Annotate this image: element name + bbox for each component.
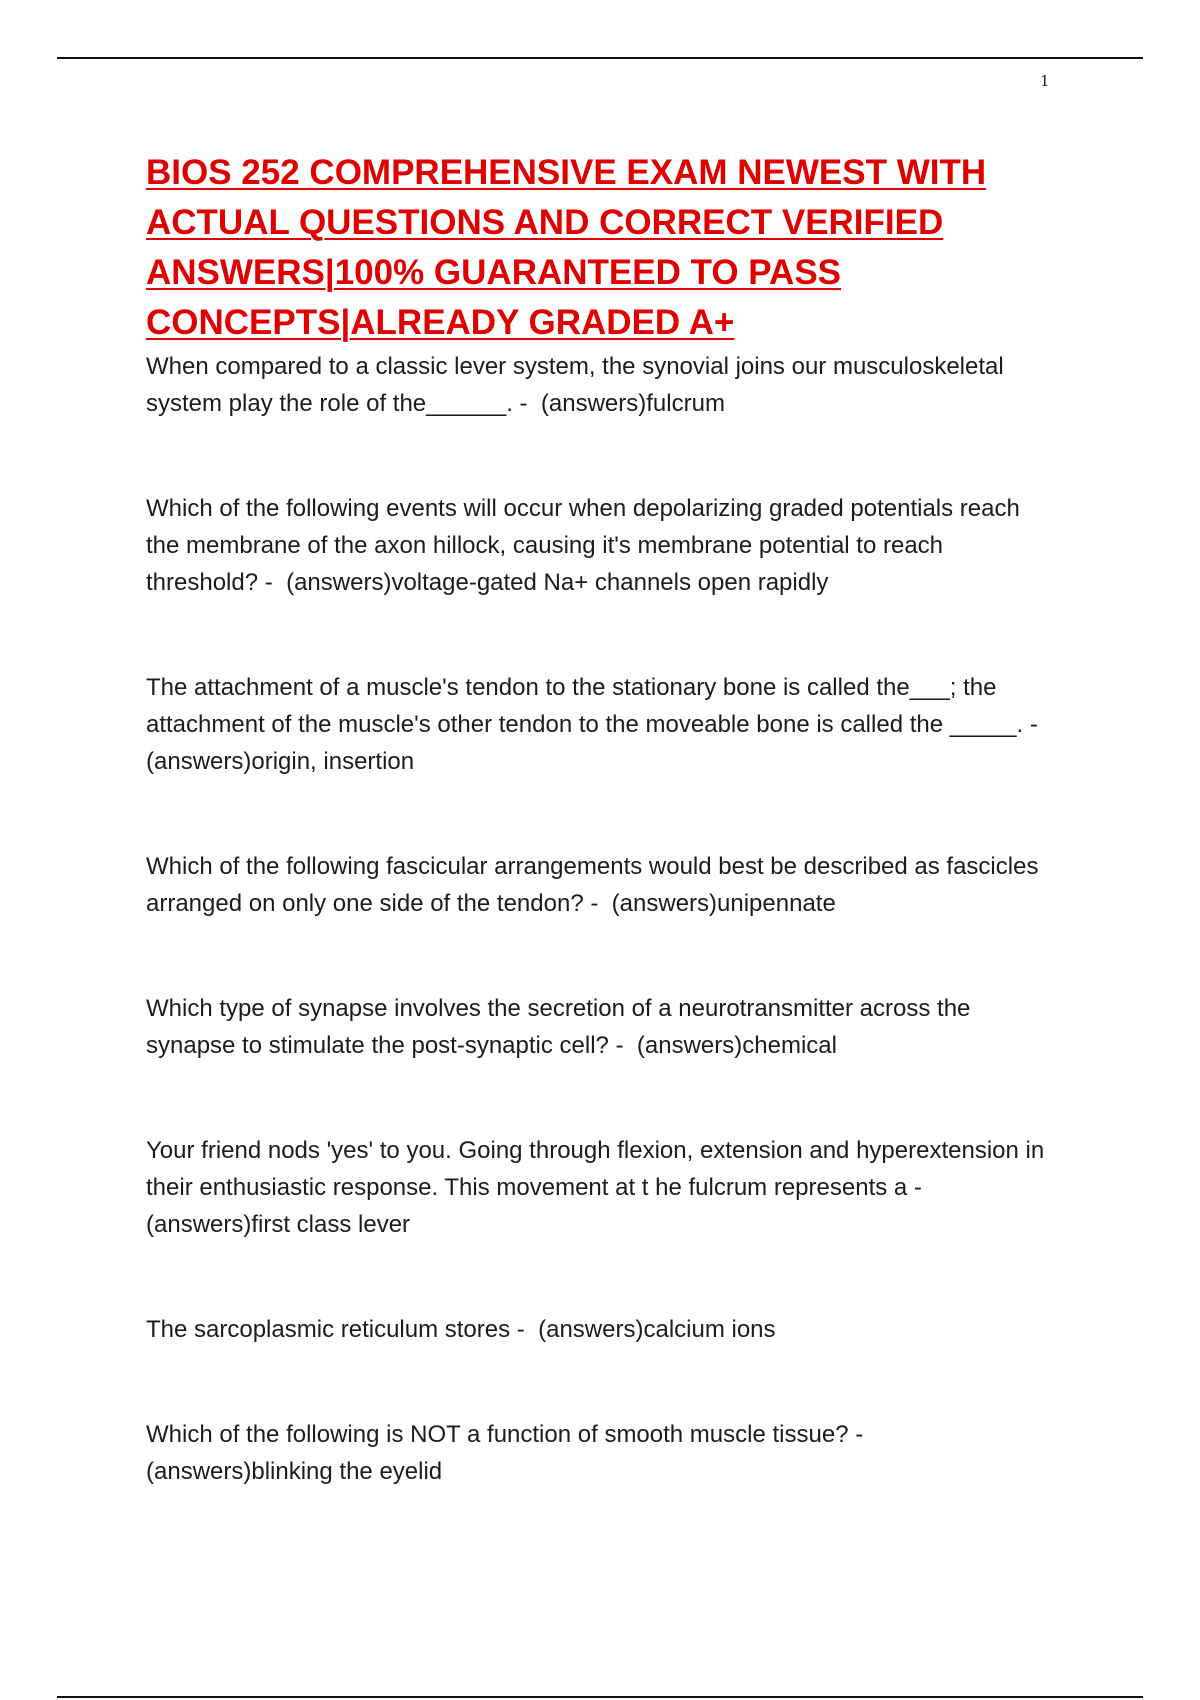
- document-title: BIOS 252 COMPREHENSIVE EXAM NEWEST WITH ACTUAL QUESTIONS AND CORRECT VERIFIED ANSWERS|100% GUARANTEED TO PASS CONCEPTS|ALREADY GRADED A+: [146, 153, 987, 342]
- qa-item: [146, 669, 1052, 780]
- question-text: Your friend nods 'yes' to you. Going through flexion, extension and hyperextension in their enthusiastic response. This movement at t he fulcrum represents a -: [146, 1137, 1045, 1201]
- qa-item: [146, 1132, 1046, 1243]
- answer-text: (answers)origin, insertion: [146, 711, 1052, 775]
- answer-text: (answers)unipennate: [598, 890, 836, 917]
- document-body: [146, 148, 1052, 1490]
- qa-item: [146, 848, 1046, 922]
- qa-item: [146, 990, 1046, 1064]
- question-text: The sarcoplasmic reticulum stores -: [146, 1316, 525, 1343]
- question-text: Which type of synapse involves the secretion of a neurotransmitter across the synapse to stimulate the post-synaptic cell? -: [146, 995, 971, 1059]
- answer-text: (answers)voltage-gated Na+ channels open rapidly: [272, 569, 829, 596]
- answer-text: (answers)calcium ions: [524, 1316, 776, 1343]
- footer-rule: [57, 1696, 1143, 1698]
- question-text: When compared to a classic lever system, the synovial joins our musculoskeletal system play the role of the______. -: [146, 353, 1004, 417]
- answer-text: (answers)chemical: [623, 1032, 837, 1059]
- question-text: Which of the following events will occur when depolarizing graded potentials reach the membrane of the axon hillock, causing it's membrane potential to reach threshold? -: [146, 495, 1020, 596]
- header-rule: [57, 57, 1143, 59]
- qa-item: [146, 1311, 1046, 1348]
- question-text: Which of the following is NOT a function of smooth muscle tissue? -: [146, 1421, 864, 1448]
- question-text: Which of the following fascicular arrangements would best be described as fascicles arranged on only one side of the tendon? -: [146, 853, 1039, 917]
- answer-text: (answers)first class lever: [146, 1174, 936, 1238]
- qa-item: [146, 490, 1046, 601]
- answer-text: (answers)fulcrum: [527, 390, 725, 417]
- qa-item: [146, 348, 1046, 422]
- answer-text: (answers)blinking the eyelid: [146, 1421, 870, 1485]
- question-text: The attachment of a muscle's tendon to the stationary bone is called the___; the attachment of the muscle's other tendon to the moveable bone is called the _____. -: [146, 674, 1038, 738]
- qa-item: [146, 1416, 1046, 1490]
- page-number: 1: [1040, 72, 1050, 90]
